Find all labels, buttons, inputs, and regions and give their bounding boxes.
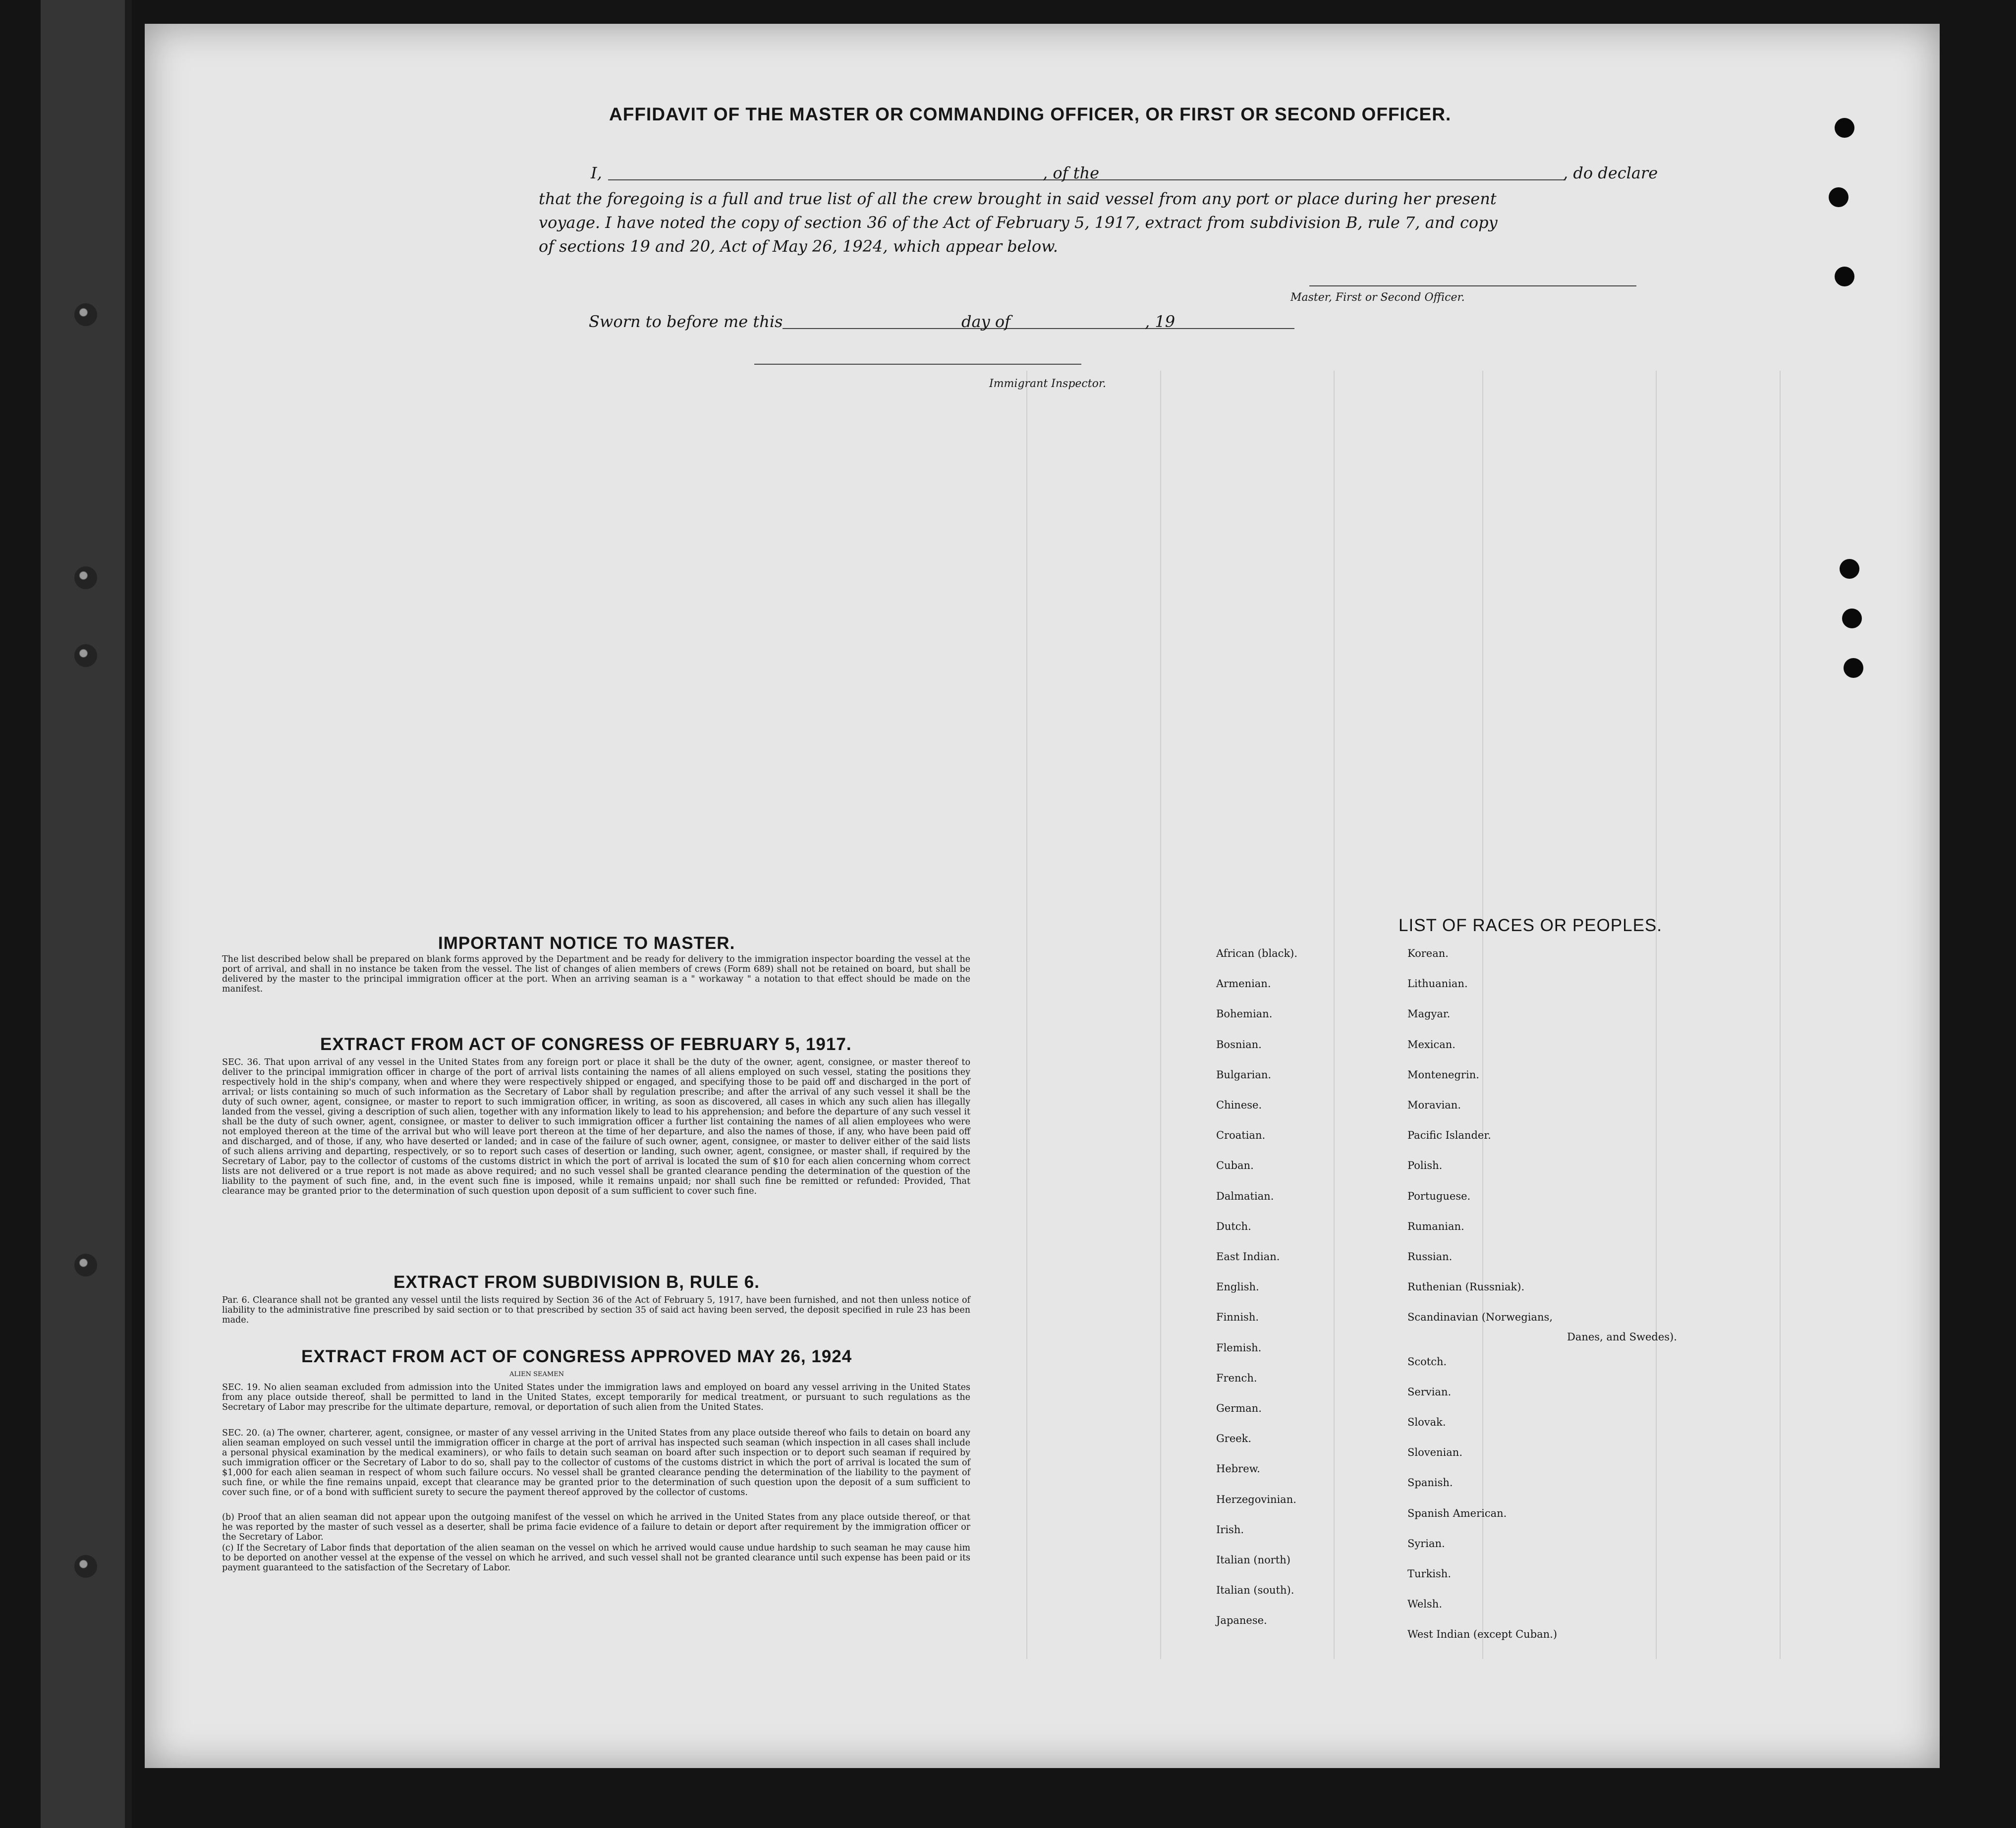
- race-item: Magyar.: [1407, 1008, 1451, 1020]
- race-item: German.: [1216, 1402, 1262, 1414]
- notice-title: IMPORTANT NOTICE TO MASTER.: [438, 934, 735, 953]
- race-item: Italian (south).: [1216, 1584, 1294, 1597]
- race-item: Montenegrin.: [1407, 1068, 1479, 1081]
- punch-hole: [1835, 118, 1854, 138]
- extract-rule6-text: Par. 6. Clearance shall not be granted any vessel until the lists required by Section 36 of the Act of February 5, 1917, have been furnished, and not then unless notice of liability to the administrative fine prescribed by said section or to that prescribed by section 35 of said act having been served, the deposit specified in rule 23 has been made.: [222, 1295, 970, 1325]
- race-item: Mexican.: [1407, 1038, 1456, 1051]
- race-item: Moravian.: [1407, 1099, 1461, 1111]
- extract-rule6-title: EXTRACT FROM SUBDIVISION B, RULE 6.: [393, 1273, 760, 1292]
- race-item: Rumanian.: [1407, 1220, 1464, 1232]
- binder-hole: [74, 303, 97, 326]
- race-item: Lithuanian.: [1407, 978, 1468, 990]
- race-item: Italian (north): [1216, 1554, 1290, 1566]
- race-item: Finnish.: [1216, 1311, 1259, 1324]
- race-item: Polish.: [1407, 1160, 1443, 1172]
- binder-hole: [74, 1254, 97, 1276]
- race-item: Ruthenian (Russniak).: [1407, 1281, 1525, 1293]
- binder-hole: [74, 566, 97, 589]
- sworn-text: Sworn to before me this: [589, 312, 783, 331]
- race-item: Irish.: [1216, 1523, 1244, 1536]
- race-item: Japanese.: [1216, 1614, 1267, 1627]
- race-item: Chinese.: [1216, 1099, 1262, 1111]
- vessel-blank: [1102, 179, 1566, 180]
- race-item: French.: [1216, 1372, 1257, 1384]
- master-signature-caption: Master, First or Second Officer.: [1290, 291, 1465, 304]
- affidavit-i: I,: [591, 164, 602, 182]
- extract-1924-title: EXTRACT FROM ACT OF CONGRESS APPROVED MAY 26, 1924: [301, 1347, 852, 1366]
- affidavit-title: AFFIDAVIT OF THE MASTER OR COMMANDING OFFICER, OR FIRST OR SECOND OFFICER.: [609, 104, 1452, 124]
- punch-hole: [1835, 267, 1854, 286]
- race-item-scandinavian-cont: Danes, and Swedes).: [1567, 1331, 1677, 1343]
- race-item: Spanish.: [1407, 1477, 1453, 1489]
- race-item: Dutch.: [1216, 1220, 1251, 1232]
- race-item: Slovak.: [1407, 1416, 1446, 1428]
- notice-text: The list described below shall be prepared on blank forms approved by the Department and be ready for delivery to the immigration inspector boarding the vessel at the port of arrival, and shall in no instance be taken from the vessel. The list of changes of alien members of crews (Form 689) shall not be retained on board, but shall be delivered by the master to the principal immigration officer at the port. When an arriving seaman is a " workaway " a notation to that effect should be made on the manifest.: [222, 954, 970, 994]
- race-item: Croatian.: [1216, 1129, 1266, 1142]
- race-item: Scotch.: [1407, 1355, 1447, 1368]
- extract-1924-sec20b: (b) Proof that an alien seaman did not appear upon the outgoing manifest of the vessel on which he arrived in the United States from any place outside thereof, or that he was reported by the master of such vessel as a deserter, shall be prima facie evidence of a failure to detain or deport after requirement by the immigration officer or the Secretary of Labor.: [222, 1512, 970, 1542]
- year-text: , 19: [1145, 312, 1176, 331]
- race-item: Servian.: [1407, 1385, 1452, 1398]
- race-item: Welsh.: [1407, 1598, 1442, 1610]
- binder-hole: [74, 1555, 97, 1578]
- race-item: Bohemian.: [1216, 1008, 1273, 1020]
- binder-hole: [74, 644, 97, 667]
- extract-1924-subtitle: ALIEN SEAMEN: [509, 1371, 564, 1378]
- extract-1917-text: SEC. 36. That upon arrival of any vessel in the United States from any foreign port or place it shall be the duty of the owner, agent, consignee, or master thereof to deliver to the principal immigration officer in charge of the port of arrival lists containing the names of all aliens employed on such vessel, stating the positions they respectively hold in the ship's company, when and where they were respectively shipped or engaged, and specifying those to be paid off and discharged in the port of arrival; or lists containing so much of such information as the Secretary of Labor shall by regulation prescribe; and after the arrival of any such vessel it shall be the duty of such owner, agent, consignee, or master to report to such immigration officer, in writing, as soon as discovered, all cases in which any such alien has illegally landed from the vessel, giving a description of such alien, together with any information likely to lead to his apprehension; and before the departure of any such vessel it shall be the duty of such owner, agent, consignee, or master to deliver to such immigration officer a further list containing the names of all alien employees who were not employed thereon at the time of the arrival but who will leave port thereon at the time of her departure, and also the names of those, if any, who have been paid off and discharged, and of those, if any, who have deserted or landed; and in case of the failure of such owner, agent, consignee, or master to deliver either of the said lists of such aliens arriving and departing, respectively, or so to report such cases of desertion or landing, such owner, agent, consignee, or master shall, if required by the Secretary of Labor, pay to the collector of customs of the customs district in which the port of arrival is located the sum of $10 for each alien concerning whom correct lists are not delivered or a true report is not made as above required; and no such vessel shall be granted clearance pending the determination of the question of the liability to the payment of such fine, and, in the event such fine is imposed, while it remains unpaid; nor shall such fine be remitted or refunded: Provided, That clearance may be granted prior to the determination of such question upon deposit of a sum sufficient to cover such fine.: [222, 1057, 970, 1196]
- race-item: Dalmatian.: [1216, 1190, 1274, 1202]
- race-item: West Indian (except Cuban.): [1407, 1628, 1558, 1641]
- inspector-caption: Immigrant Inspector.: [989, 378, 1106, 390]
- day-of-text: day of: [961, 312, 1010, 331]
- race-item: Syrian.: [1407, 1537, 1445, 1550]
- punch-hole: [1844, 658, 1863, 678]
- punch-hole: [1829, 187, 1848, 207]
- affidavit-declare: , do declare: [1563, 164, 1658, 182]
- affidavit-line-3: voyage. I have noted the copy of section 36 of the Act of February 5, 1917, extract from subdivision B, rule 7, and copy: [539, 213, 1498, 232]
- bleedthrough-table-lines: [145, 24, 1940, 1768]
- races-title: LIST OF RACES OR PEOPLES.: [1399, 916, 1663, 935]
- affidavit-line-2: that the foregoing is a full and true list of all the crew brought in said vessel from any port or place during her present: [539, 189, 1497, 208]
- race-item: Armenian.: [1216, 978, 1271, 990]
- race-item: Herzegovinian.: [1216, 1493, 1296, 1505]
- race-item: East Indian.: [1216, 1251, 1280, 1263]
- punch-hole: [1840, 559, 1859, 579]
- extract-1917-title: EXTRACT FROM ACT OF CONGRESS OF FEBRUARY 5, 1917.: [320, 1035, 852, 1054]
- race-item: Bulgarian.: [1216, 1068, 1272, 1081]
- extract-1924-sec19: SEC. 19. No alien seaman excluded from admission into the United States under the immigration laws and employed on board any vessel arriving in the United States from any place outside thereof, shall be permitted to land in the United States, except temporarily for medical treatment, or pursuant to such regulations as the Secretary of Labor may prescribe for the ultimate departure, removal, or deportation of such alien from the United States.: [222, 1383, 970, 1412]
- race-item: Bosnian.: [1216, 1038, 1262, 1051]
- race-item: Cuban.: [1216, 1160, 1254, 1172]
- affidavit-line-4: of sections 19 and 20, Act of May 26, 1924, which appear below.: [539, 237, 1058, 256]
- manifest-page: [145, 24, 1940, 1768]
- race-item: Flemish.: [1216, 1341, 1262, 1354]
- sworn-day-blank: [783, 328, 1060, 329]
- affidavit-of-the: , of the: [1043, 164, 1100, 182]
- race-item: Turkish.: [1407, 1568, 1451, 1580]
- race-item: Hebrew.: [1216, 1463, 1260, 1475]
- inspector-signature-line: [754, 364, 1081, 365]
- punch-hole: [1842, 609, 1862, 628]
- race-item: Russian.: [1407, 1251, 1453, 1263]
- extract-1924-sec20a: SEC. 20. (a) The owner, charterer, agent, consignee, or master of any vessel arriving in the United States from any place outside thereof who fails to detain on board any alien seaman employed on such vessel until the immigration officer in charge at the port of arrival has inspected such seaman (which inspection in all cases shall include a personal physical examination by the medical examiners), or who fails to detain such seaman on board after such inspection or to deport such seaman if required by such immigration officer or the Secretary of Labor to do so, shall pay to the collector of customs of the customs district in which the port of arrival is located the sum of $1,000 for each alien seaman in respect of whom such failure occurs. No vessel shall be granted clearance pending the determination of the liability to the payment of such fine, or while the fine remains unpaid, except that clearance may be granted prior to the determination of such question upon the deposit of a sum sufficient to cover such fine, or of a bond with sufficient surety to secure the payment thereof approved by the collector of customs.: [222, 1428, 970, 1497]
- extract-1924-sec20c: (c) If the Secretary of Labor finds that deportation of the alien seaman on the vessel on which he arrived would cause undue hardship to such seaman he may cause him to be deported on another vessel at the expense of the vessel on which he arrived, and such vessel shall not be granted clearance until such expense has been paid or its payment guaranteed to the satisfaction of the Secretary of Labor.: [222, 1543, 970, 1573]
- binder-strip: [41, 0, 125, 1828]
- race-item: Portuguese.: [1407, 1190, 1471, 1202]
- race-item: Scandinavian (Norwegians,: [1407, 1311, 1553, 1324]
- race-item: Korean.: [1407, 947, 1449, 959]
- race-item: Greek.: [1216, 1433, 1252, 1445]
- master-signature-line: [1309, 285, 1636, 286]
- race-item: Spanish American.: [1407, 1507, 1507, 1519]
- race-item: Slovenian.: [1407, 1446, 1462, 1459]
- race-item: Pacific Islander.: [1407, 1129, 1491, 1142]
- race-item: English.: [1216, 1281, 1259, 1293]
- race-item: African (black).: [1216, 947, 1298, 959]
- binder-edge: [125, 0, 132, 1828]
